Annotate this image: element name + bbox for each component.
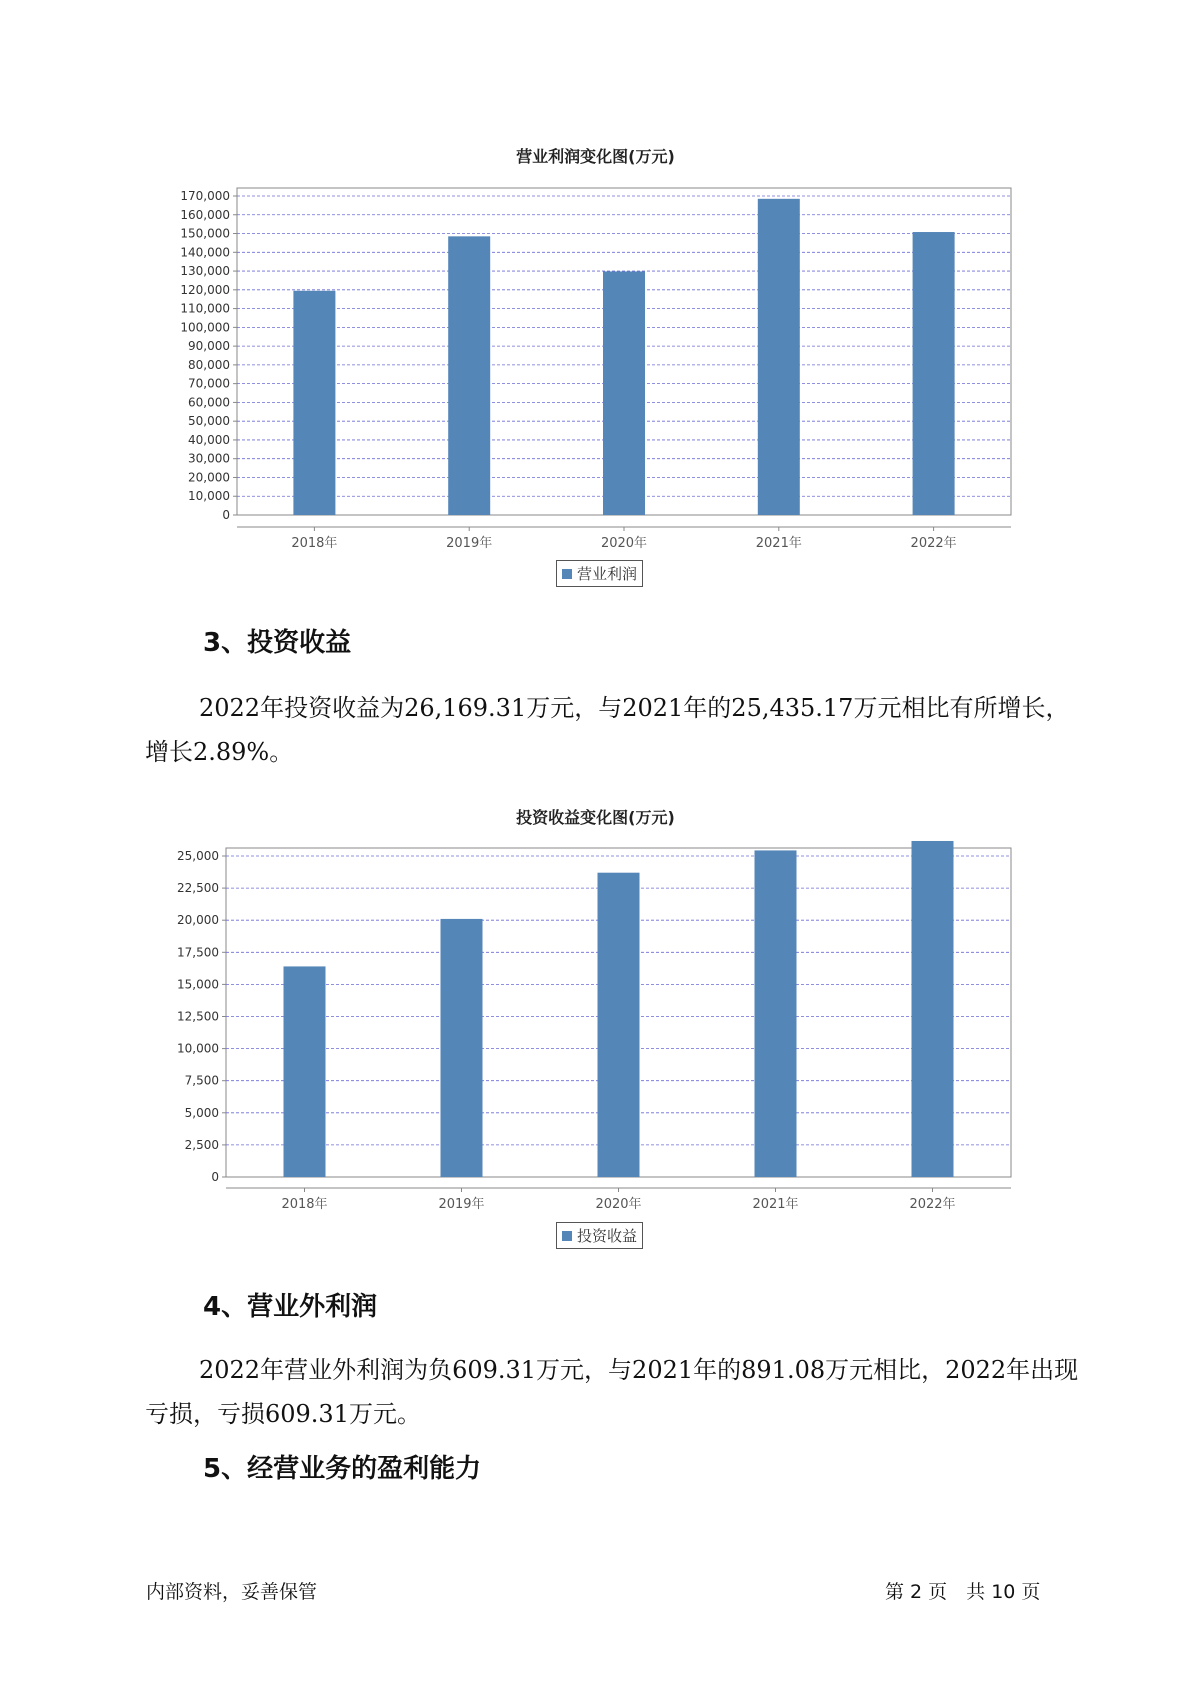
y-tick-label: 60,000 (188, 395, 230, 410)
y-tick-label: 20,000 (177, 913, 219, 928)
x-tick-label: 2021年 (752, 1197, 799, 1212)
y-tick-label: 15,000 (177, 977, 219, 992)
chart-legend (556, 560, 643, 587)
bar (913, 232, 955, 515)
y-tick-label: 120,000 (180, 282, 230, 297)
chart-title: 营业利润变化图(万元) (516, 147, 675, 166)
bar (284, 966, 326, 1177)
y-tick-label: 17,500 (177, 945, 219, 960)
y-tick-label: 12,500 (177, 1009, 219, 1024)
y-tick-label: 30,000 (188, 451, 230, 466)
bar (598, 873, 640, 1177)
y-tick-label: 70,000 (188, 376, 230, 391)
y-tick-label: 40,000 (188, 432, 230, 447)
x-tick-label: 2022年 (909, 1197, 956, 1212)
x-tick-label: 2019年 (438, 1197, 485, 1212)
y-tick-label: 5,000 (184, 1105, 219, 1120)
y-tick-label: 7,500 (184, 1073, 219, 1088)
y-tick-label: 0 (211, 1170, 219, 1184)
section-paragraph: 2022年营业外利润为负609.31万元，与2021年的891.08万元相比，2022年出现亏损，亏损609.31万元。 (145, 1356, 1079, 1428)
y-tick-label: 50,000 (188, 414, 230, 429)
bar (603, 271, 645, 515)
x-tick-label: 2018年 (291, 536, 338, 551)
legend-swatch (562, 1231, 572, 1241)
y-tick-label: 150,000 (180, 226, 230, 241)
y-tick-label: 80,000 (188, 357, 230, 372)
y-tick-label: 10,000 (177, 1041, 219, 1056)
legend-label: 营业利润 (577, 565, 638, 583)
bar (912, 841, 954, 1177)
y-tick-label: 90,000 (188, 339, 230, 354)
bar (293, 291, 335, 515)
bar (758, 199, 800, 515)
y-tick-label: 170,000 (180, 189, 230, 203)
bar (448, 236, 490, 515)
y-tick-label: 130,000 (180, 264, 230, 279)
y-tick-label: 110,000 (180, 301, 230, 316)
x-tick-label: 2020年 (595, 1197, 642, 1212)
y-tick-label: 22,500 (177, 881, 219, 896)
x-tick-label: 2020年 (600, 536, 648, 551)
footer-note: 内部资料，妥善保管 (146, 1581, 318, 1603)
chart-title: 投资收益变化图(万元) (516, 808, 675, 827)
y-tick-label: 2,500 (184, 1137, 219, 1152)
x-tick-label: 2018年 (281, 1197, 328, 1212)
y-tick-label: 160,000 (180, 207, 230, 222)
investment-income-chart (0, 838, 1191, 1212)
bar (441, 919, 483, 1177)
legend-swatch (562, 569, 572, 579)
bar (755, 850, 797, 1177)
x-tick-label: 2022年 (910, 536, 957, 551)
section-heading: 5、经营业务的盈利能力 (203, 1454, 482, 1484)
section-paragraph: 2022年投资收益为26,169.31万元，与2021年的25,435.17万元相比有所增长，增长2.89%。 (145, 694, 1070, 766)
section-heading: 3、投资收益 (203, 628, 352, 658)
x-tick-label: 2021年 (755, 536, 802, 551)
y-tick-label: 0 (222, 508, 230, 522)
y-tick-label: 20,000 (188, 470, 230, 485)
legend-label: 投资收益 (577, 1227, 638, 1245)
section-heading: 4、营业外利润 (203, 1292, 378, 1322)
y-tick-label: 25,000 (177, 849, 219, 863)
y-tick-label: 10,000 (188, 489, 230, 504)
y-tick-label: 100,000 (180, 320, 230, 335)
operating-profit-chart (0, 178, 1191, 588)
x-tick-label: 2019年 (446, 536, 493, 551)
y-tick-label: 140,000 (180, 245, 230, 260)
chart-legend (556, 1222, 643, 1249)
page-number: 第 2 页 共 10 页 (885, 1581, 1041, 1603)
